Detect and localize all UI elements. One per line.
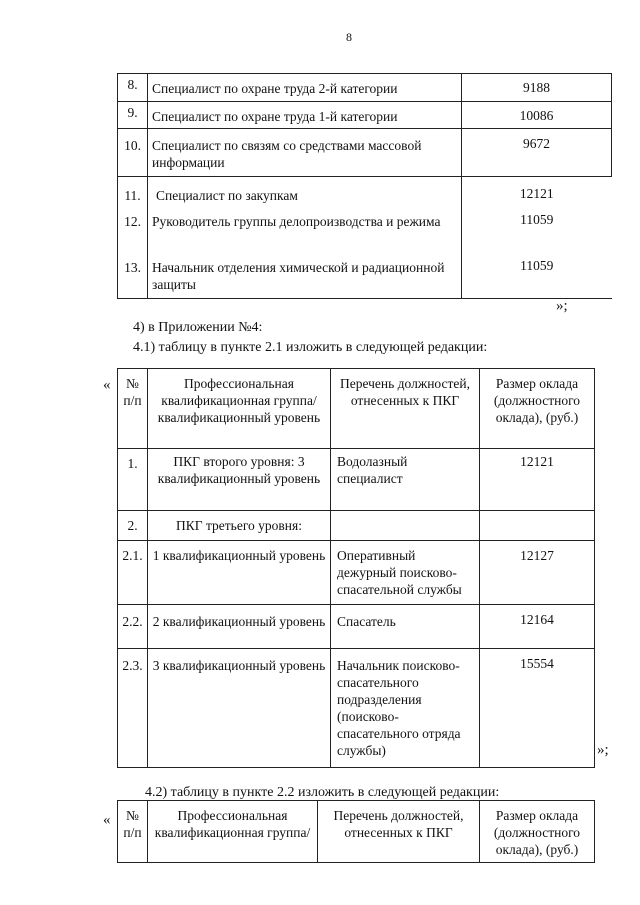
row-number: 8. bbox=[118, 74, 148, 102]
header-group: Профессиональная квалификационная группа/ bbox=[148, 801, 318, 863]
table-row bbox=[118, 177, 612, 207]
opening-quote: « bbox=[103, 812, 111, 828]
group-name: 2 квалификационный уровень bbox=[148, 605, 331, 649]
page-number: 8 bbox=[346, 30, 352, 44]
position-name: Специалист по закупкам bbox=[148, 177, 462, 207]
row-number: 10. bbox=[118, 129, 148, 177]
position-list: Оперативный дежурный поисково-спасательной службы bbox=[331, 541, 480, 605]
table-row bbox=[118, 74, 612, 102]
position-name: Начальник отделения химической и радиационной защиты bbox=[148, 253, 462, 299]
paragraph-item-4-1: 4.1) таблицу в пункте 2.1 изложить в следующей редакции: bbox=[133, 340, 488, 355]
group-name: 3 квалификационный уровень bbox=[148, 649, 331, 768]
row-number: 13. bbox=[118, 253, 148, 299]
row-number: 2.2. bbox=[118, 605, 148, 649]
paragraph-item-4-2: 4.2) таблицу в пункте 2.2 изложить в следующей редакции: bbox=[145, 785, 500, 800]
position-name: Специалист по связям со средствами массовой информации bbox=[148, 129, 462, 177]
salary-value: 9672 bbox=[462, 129, 612, 177]
row-number: 2. bbox=[118, 511, 148, 541]
salary-value bbox=[480, 511, 595, 541]
table-row bbox=[118, 511, 595, 541]
table-row bbox=[118, 207, 612, 253]
table-row bbox=[118, 649, 595, 768]
row-number: 9. bbox=[118, 102, 148, 129]
salary-value: 10086 bbox=[462, 102, 612, 129]
table-row bbox=[118, 541, 595, 605]
position-list: Водолазный специалист bbox=[331, 449, 480, 511]
header-salary: Размер оклада (должностного оклада), (руб.) bbox=[480, 369, 595, 449]
header-positions: Перечень должностей, отнесенных к ПКГ bbox=[331, 369, 480, 449]
salary-value: 15554 bbox=[480, 649, 595, 768]
position-list bbox=[331, 511, 480, 541]
salary-value: 11059 bbox=[462, 207, 612, 253]
row-number: 11. bbox=[118, 177, 148, 207]
row-number: 1. bbox=[118, 449, 148, 511]
qualification-table-2-2 bbox=[117, 800, 595, 863]
position-list: Спасатель bbox=[331, 605, 480, 649]
group-name: ПКГ третьего уровня: bbox=[148, 511, 331, 541]
position-name: Руководитель группы делопроизводства и режима bbox=[148, 207, 462, 253]
closing-quote: »; bbox=[556, 298, 568, 314]
table-row bbox=[118, 449, 595, 511]
table-row bbox=[118, 605, 595, 649]
qualification-table-2-1 bbox=[117, 368, 595, 768]
closing-quote: »; bbox=[597, 742, 609, 758]
opening-quote: « bbox=[103, 377, 111, 393]
salary-value: 9188 bbox=[462, 74, 612, 102]
salary-value: 12127 bbox=[480, 541, 595, 605]
header-number: № п/п bbox=[118, 369, 148, 449]
positions-table-continued bbox=[117, 73, 612, 299]
salary-value: 12121 bbox=[480, 449, 595, 511]
position-list: Начальник поисково-спасательного подразделения (поисково-спасательного отряда службы) bbox=[331, 649, 480, 768]
table-row bbox=[118, 129, 612, 177]
header-salary: Размер оклада (должностного оклада), (руб.) bbox=[480, 801, 595, 863]
position-name: Специалист по охране труда 1-й категории bbox=[148, 102, 462, 129]
row-number: 2.3. bbox=[118, 649, 148, 768]
table-header-row bbox=[118, 369, 595, 449]
paragraph-item-4: 4) в Приложении №4: bbox=[133, 320, 263, 335]
group-name: ПКГ второго уровня: 3 квалификационный уровень bbox=[148, 449, 331, 511]
row-number: 12. bbox=[118, 207, 148, 253]
salary-value: 12121 bbox=[462, 177, 612, 207]
header-positions: Перечень должностей, отнесенных к ПКГ bbox=[318, 801, 480, 863]
salary-value: 11059 bbox=[462, 253, 612, 299]
header-number: № п/п bbox=[118, 801, 148, 863]
table-row bbox=[118, 102, 612, 129]
group-name: 1 квалификационный уровень bbox=[148, 541, 331, 605]
salary-value: 12164 bbox=[480, 605, 595, 649]
table-header-row bbox=[118, 801, 595, 863]
row-number: 2.1. bbox=[118, 541, 148, 605]
table-row bbox=[118, 253, 612, 299]
position-name: Специалист по охране труда 2-й категории bbox=[148, 74, 462, 102]
header-group: Профессиональная квалификационная группа/ квалификационный уровень bbox=[148, 369, 331, 449]
